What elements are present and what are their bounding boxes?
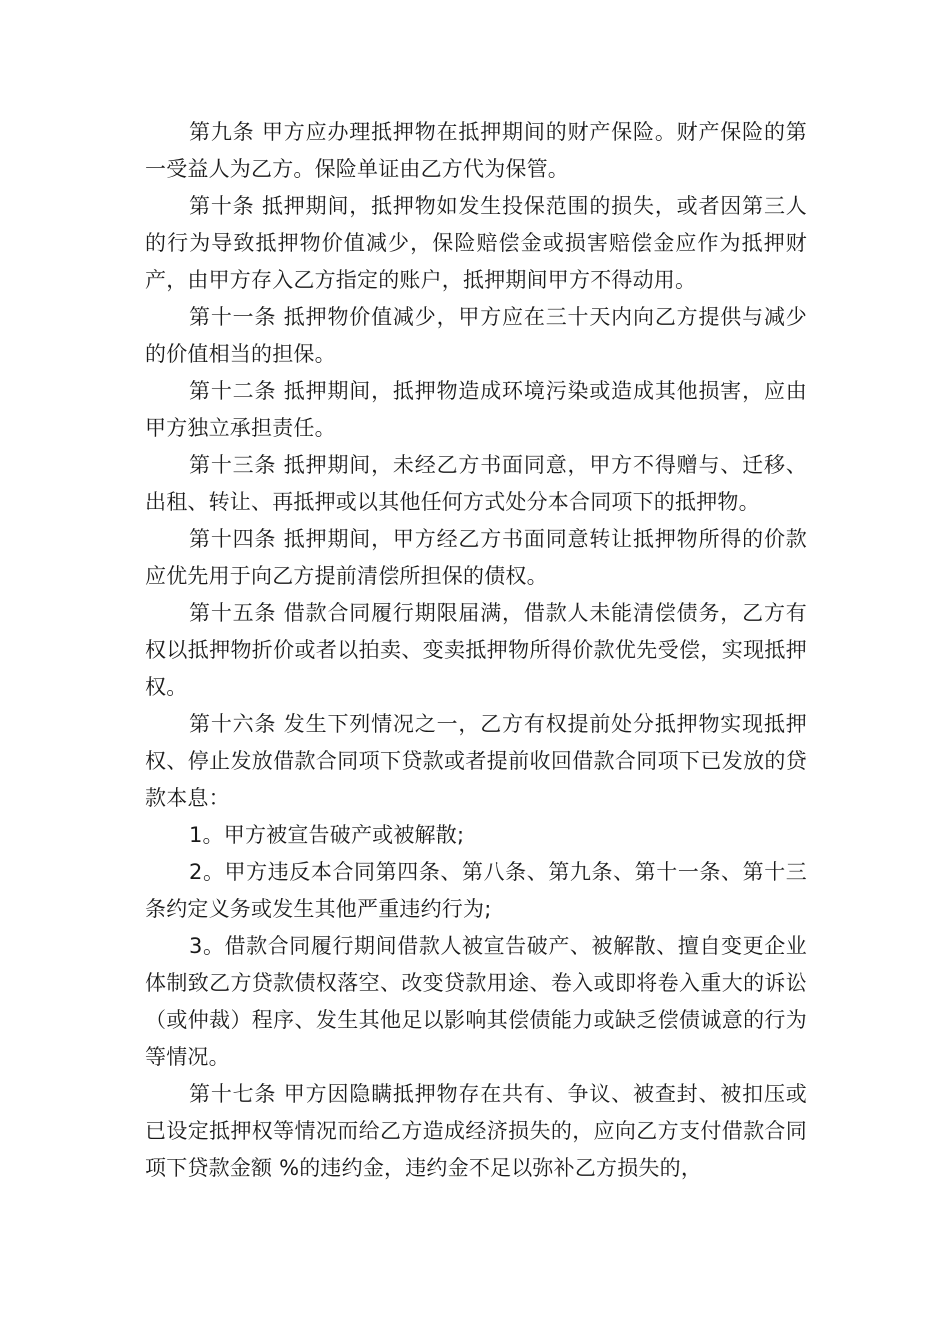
article-17-paragraph: 第十七条 甲方因隐瞒抵押物存在共有、争议、被查封、被扣压或已设定抵押权等情况而给乙方造成经济损失的，应向乙方支付借款合同项下贷款金额 %的违约金，违约金不足以弥补乙方损失的， xyxy=(145,1082,807,1180)
article-16-item-1: 1。甲方被宣告破产或被解散; xyxy=(189,823,465,847)
article-14-paragraph: 第十四条 抵押期间，甲方经乙方书面同意转让抵押物所得的价款应优先用于向乙方提前清偿所担保的债权。 xyxy=(145,527,807,588)
article-16-item-2: 2。甲方违反本合同第四条、第八条、第九条、第十一条、第十三条约定义务或发生其他严重违约行为; xyxy=(145,860,807,921)
article-10-paragraph: 第十条 抵押期间，抵押物如发生投保范围的损失，或者因第三人的行为导致抵押物价值减少，保险赔偿金或损害赔偿金应作为抵押财产，由甲方存入乙方指定的账户，抵押期间甲方不得动用。 xyxy=(145,194,807,292)
document-page xyxy=(145,114,807,1187)
article-9-paragraph: 第九条 甲方应办理抵押物在抵押期间的财产保险。财产保险的第一受益人为乙方。保险单证由乙方代为保管。 xyxy=(145,120,807,181)
article-16-item-3: 3。借款合同履行期间借款人被宣告破产、被解散、擅自变更企业体制致乙方贷款债权落空、改变贷款用途、卷入或即将卷入重大的诉讼（或仲裁）程序、发生其他足以影响其偿债能力或缺乏偿债诚意的行为等情况。 xyxy=(145,934,807,1069)
article-12-paragraph: 第十二条 抵押期间，抵押物造成环境污染或造成其他损害，应由甲方独立承担责任。 xyxy=(145,379,807,440)
article-11-paragraph: 第十一条 抵押物价值减少，甲方应在三十天内向乙方提供与减少的价值相当的担保。 xyxy=(145,305,807,366)
article-16-paragraph: 第十六条 发生下列情况之一，乙方有权提前处分抵押物实现抵押权、停止发放借款合同项下贷款或者提前收回借款合同项下已发放的贷款本息： xyxy=(145,712,807,810)
article-13-paragraph: 第十三条 抵押期间，未经乙方书面同意，甲方不得赠与、迁移、出租、转让、再抵押或以其他任何方式处分本合同项下的抵押物。 xyxy=(145,453,807,514)
article-15-paragraph: 第十五条 借款合同履行期限届满，借款人未能清偿债务，乙方有权以抵押物折价或者以拍卖、变卖抵押物所得价款优先受偿，实现抵押权。 xyxy=(145,601,807,699)
